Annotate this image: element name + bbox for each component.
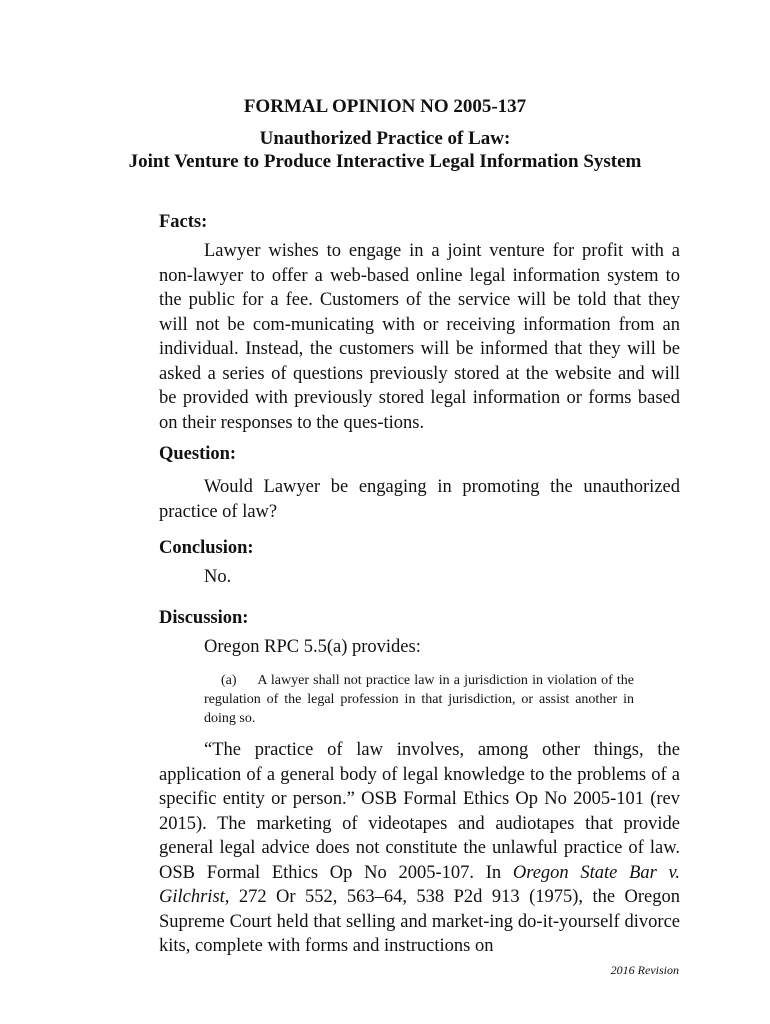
- conclusion-heading: Conclusion:: [159, 538, 254, 558]
- question-heading: Question:: [159, 444, 237, 464]
- rule-label: (a): [221, 673, 237, 688]
- discussion-heading: Discussion:: [159, 608, 249, 628]
- question-paragraph: Would Lawyer be engaging in promoting the unauthorized practice of law?: [159, 477, 680, 522]
- facts-paragraph: Lawyer wishes to engage in a joint venture for profit with a non-lawyer to offer a web-based online legal information system to the public for a fee. Customers of the service will be told that they will not be com-municating with or receiving information from an individual. Instead, the customers will be informed that they will be asked a series of questions previously stored at the website and will be provided with previously stored legal information or forms based on their responses to the ques-tions.: [159, 241, 680, 433]
- rule-text: A lawyer shall not practice law in a jurisdiction in violation of the regulation of the legal profession in that jurisdiction, or assist another in doing so.: [204, 673, 635, 726]
- page-footer: 2016 Revision: [610, 963, 679, 977]
- facts-heading: Facts:: [159, 212, 208, 232]
- discussion-text-b: , 272 Or 552, 563–64, 538 P2d 913 (1975), the Oregon Supreme Court held that selling and market-ing do-it-yourself divorce kits, complete with forms and instructions on: [159, 887, 680, 956]
- opinion-title: FORMAL OPINION NO 2005-137: [243, 96, 527, 117]
- case-citation: Oregon State Bar v. Gilchrist: [159, 862, 680, 907]
- opinion-subtitle-2: Joint Venture to Produce Interactive Legal Information System: [128, 151, 642, 172]
- discussion-intro: Oregon RPC 5.5(a) provides:: [204, 637, 421, 657]
- rule-quote: [204, 671, 634, 728]
- opinion-subtitle: Unauthorized Practice of Law:: [259, 128, 511, 149]
- discussion-text-a: “The practice of law involves, among other things, the application of a general body of legal knowledge to the problems of a specific entity or person.” OSB Formal Ethics Op No 2005-101 (rev 2015). The marketing of videotapes and audiotapes that provide general legal advice does not constitute the unlawful practice of law. OSB Formal Ethics Op No 2005-107. In: [159, 740, 680, 883]
- conclusion-paragraph: No.: [204, 567, 232, 587]
- discussion-paragraph: [159, 738, 680, 959]
